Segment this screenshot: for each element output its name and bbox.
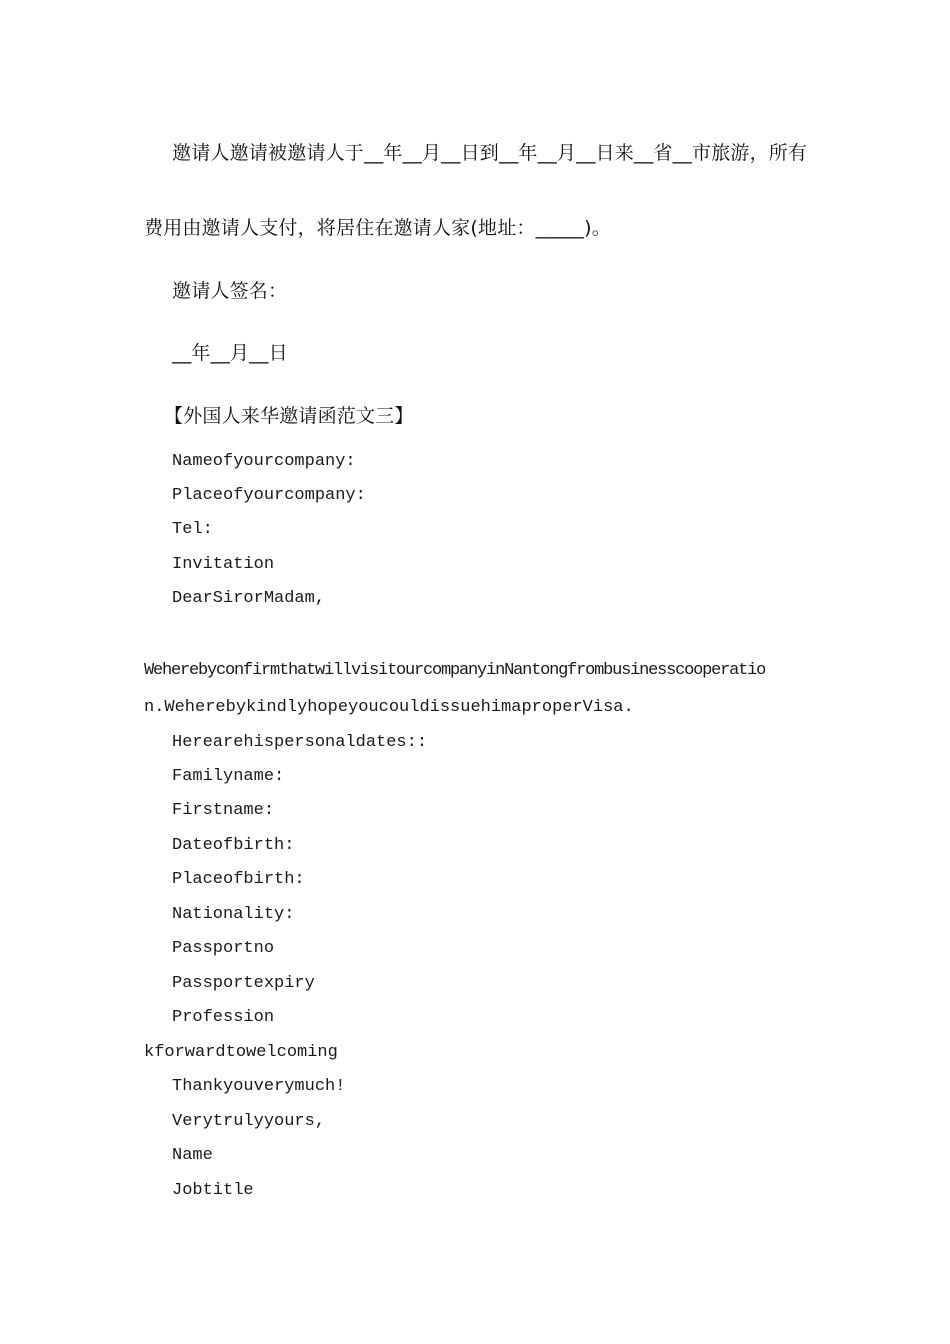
- first-name-field: Firstname:: [172, 801, 275, 820]
- letter-body-line-1: WeherebyconfirmthatwillvisitourcompanyinNantongfrombusinesscooperatio: [144, 661, 766, 680]
- letter-salutation: DearSirorMadam,: [172, 589, 326, 608]
- place-of-birth-field: Placeofbirth:: [172, 870, 305, 889]
- family-name-field: Familyname:: [172, 767, 285, 786]
- tel-field: Tel:: [172, 520, 213, 539]
- section-heading: 【外国人来华邀请函范文三】: [164, 405, 414, 427]
- date-line: __年__月__日: [172, 342, 288, 364]
- closing-fragment: kforwardtowelcoming: [144, 1043, 338, 1062]
- thanks-line: Thankyouverymuch!: [172, 1077, 346, 1096]
- sign-off-line: Verytrulyyours,: [172, 1112, 326, 1131]
- signature-label: 邀请人签名：: [172, 280, 288, 302]
- letter-body-line-2: n.WeherebykindlyhopeyoucouldissuehimaproperVisa.: [144, 698, 634, 717]
- details-intro: Herearehispersonaldates::: [172, 733, 428, 752]
- signer-job-title: Jobtitle: [172, 1181, 254, 1200]
- date-of-birth-field: Dateofbirth:: [172, 836, 295, 855]
- company-place-field: Placeofyourcompany:: [172, 486, 366, 505]
- signer-name: Name: [172, 1146, 213, 1165]
- letter-subject: Invitation: [172, 555, 275, 574]
- passport-no-field: Passportno: [172, 939, 275, 958]
- invitation-paragraph-line-1: 邀请人邀请被邀请人于__年__月__日到__年__月__日来__省__市旅游，所有: [172, 142, 808, 164]
- invitation-paragraph-line-2: 费用由邀请人支付，将居住在邀请人家(地址：_____)。: [144, 217, 611, 239]
- company-name-field: Nameofyourcompany:: [172, 452, 356, 471]
- nationality-field: Nationality:: [172, 905, 295, 924]
- passport-expiry-field: Passportexpiry: [172, 974, 315, 993]
- profession-field: Profession: [172, 1008, 275, 1027]
